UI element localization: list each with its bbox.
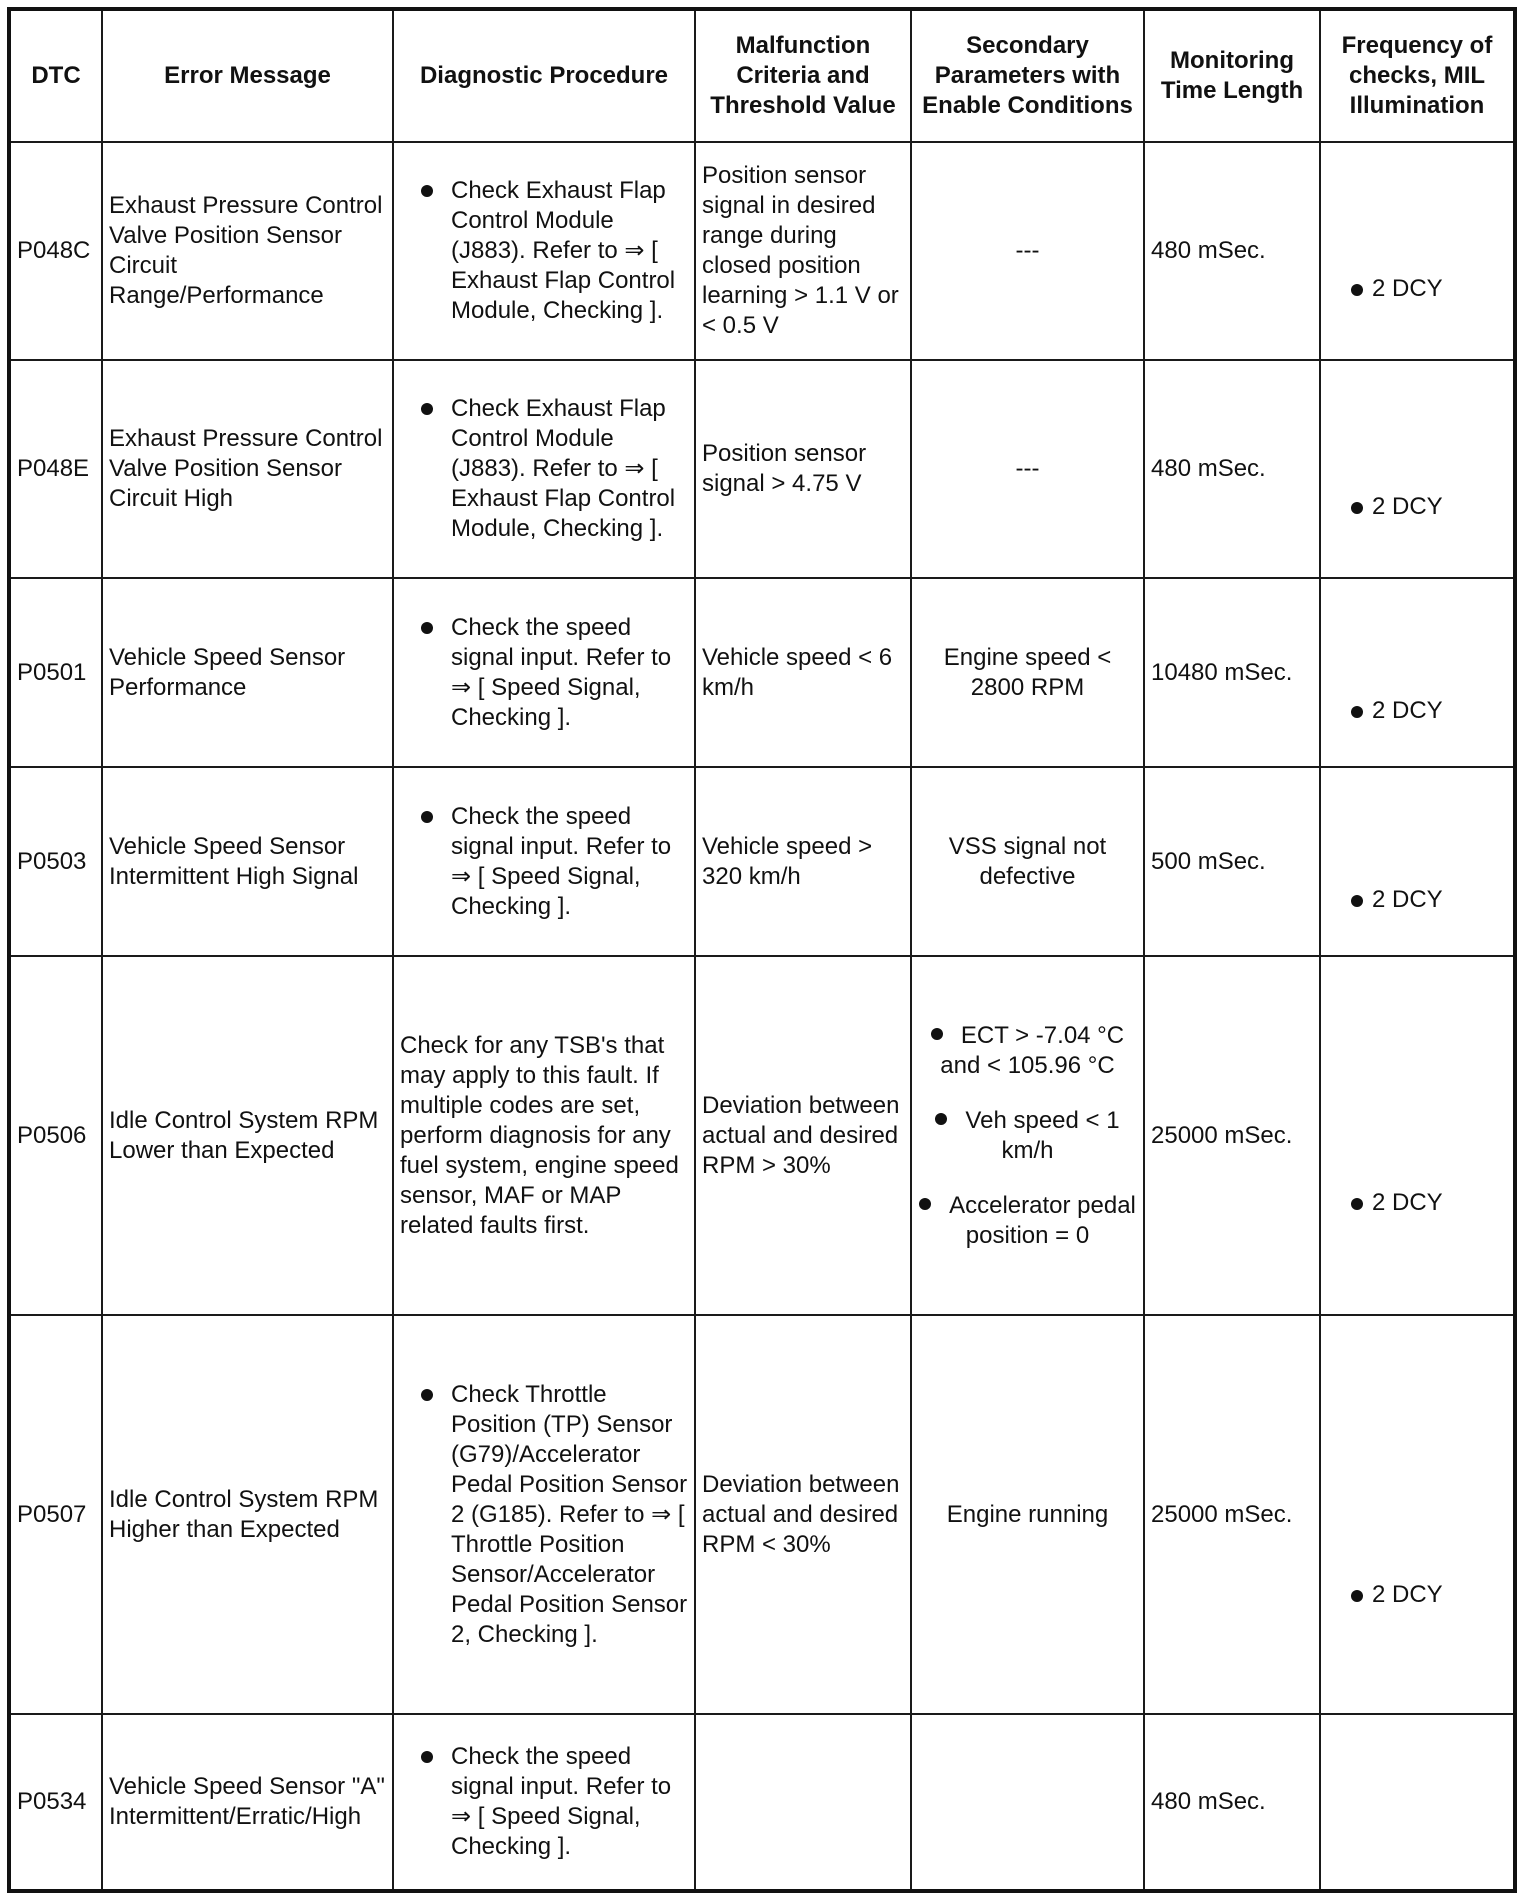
diagnostic-procedure (393, 1714, 695, 1891)
secondary-parameters (911, 956, 1144, 1315)
header-error-message: Error Message (102, 9, 393, 142)
frequency-cell (1320, 767, 1515, 956)
frequency-text: 2 DCY (1372, 275, 1443, 302)
malfunction-criteria (695, 1714, 911, 1891)
frequency-item (1327, 696, 1507, 726)
bullet-icon (1351, 1198, 1363, 1210)
header-diagnostic-procedure: Diagnostic Procedure (393, 9, 695, 142)
procedure-item (400, 802, 688, 922)
dtc-code: P048C (9, 142, 102, 360)
error-message: Idle Control System RPM Higher than Expected (102, 1315, 393, 1714)
dtc-code: P0507 (9, 1315, 102, 1714)
header-secondary-parameters: Secondary Parameters with Enable Conditions (911, 9, 1144, 142)
procedure-item (400, 613, 688, 733)
error-message: Vehicle Speed Sensor Performance (102, 578, 393, 767)
secondary-text: ECT > -7.04 °C and < 105.96 °C (940, 1021, 1125, 1079)
dtc-code: P0503 (9, 767, 102, 956)
bullet-icon (931, 1028, 943, 1040)
procedure-text: Check Throttle Position (TP) Sensor (G79)/Accelerator Pedal Position Sensor 2 (G185). Refer to ⇒ [ Throttle Position Sensor/Accelerator Pedal Position Sensor 2, Checking ]. (451, 1380, 688, 1648)
header-row (9, 9, 1515, 142)
frequency-text: 2 DCY (1372, 696, 1443, 724)
procedure-text: Check for any TSB's that may apply to this fault. If multiple codes are set, perform diagnosis for any fuel system, engine speed sensor, MAF or MAP related faults first. (400, 1031, 679, 1239)
monitoring-time: 480 mSec. (1144, 360, 1320, 578)
frequency-cell (1320, 1315, 1515, 1714)
error-message: Vehicle Speed Sensor "A" Intermittent/Erratic/High (102, 1714, 393, 1891)
bullet-icon (421, 622, 433, 634)
secondary-item (918, 1191, 1137, 1251)
frequency-text: 2 DCY (1372, 493, 1443, 520)
diagnostic-procedure (393, 142, 695, 360)
procedure-item (400, 394, 688, 544)
header-frequency: Frequency of checks, MIL Illumination (1320, 9, 1515, 142)
header-dtc: DTC (9, 9, 102, 142)
bullet-icon (421, 403, 433, 415)
bullet-icon (421, 1389, 433, 1401)
bullet-icon (1351, 284, 1363, 296)
dtc-code: P0534 (9, 1714, 102, 1891)
secondary-parameters: VSS signal not defective (911, 767, 1144, 956)
procedure-text: Check the speed signal input. Refer to ⇒ [ Speed Signal, Checking ]. (451, 1743, 672, 1860)
frequency-text: 2 DCY (1372, 1189, 1443, 1216)
header-malfunction-criteria: Malfunction Criteria and Threshold Value (695, 9, 911, 142)
frequency-item (1327, 1580, 1507, 1610)
bullet-icon (1351, 895, 1363, 907)
secondary-item (918, 1106, 1137, 1166)
monitoring-time: 500 mSec. (1144, 767, 1320, 956)
procedure-item (400, 1380, 688, 1650)
monitoring-time: 480 mSec. (1144, 1714, 1320, 1891)
secondary-text: Accelerator pedal position = 0 (949, 1191, 1136, 1249)
table-row (9, 142, 1515, 360)
table-row (9, 360, 1515, 578)
secondary-parameters (911, 1714, 1144, 1891)
frequency-cell (1320, 360, 1515, 578)
malfunction-criteria: Deviation between actual and desired RPM < 30% (695, 1315, 911, 1714)
diagnostic-procedure (393, 360, 695, 578)
table-row (9, 956, 1515, 1315)
frequency-cell (1320, 1714, 1515, 1891)
bullet-icon (1351, 706, 1363, 718)
frequency-item (1327, 885, 1507, 915)
error-message: Idle Control System RPM Lower than Expected (102, 956, 393, 1315)
error-message: Exhaust Pressure Control Valve Position Sensor Circuit Range/Performance (102, 142, 393, 360)
header-monitoring-time: Monitoring Time Length (1144, 9, 1320, 142)
table-row (9, 1315, 1515, 1714)
frequency-text: 2 DCY (1372, 885, 1443, 913)
bullet-icon (919, 1198, 931, 1210)
diagnostic-procedure (393, 956, 695, 1315)
bullet-icon (421, 811, 433, 823)
error-message: Exhaust Pressure Control Valve Position Sensor Circuit High (102, 360, 393, 578)
procedure-text: Check the speed signal input. Refer to ⇒ [ Speed Signal, Checking ]. (451, 613, 672, 731)
secondary-parameters: --- (911, 142, 1144, 360)
table-row (9, 767, 1515, 956)
monitoring-time: 25000 mSec. (1144, 956, 1320, 1315)
frequency-cell (1320, 578, 1515, 767)
frequency-text: 2 DCY (1372, 1580, 1443, 1608)
malfunction-criteria: Vehicle speed < 6 km/h (695, 578, 911, 767)
frequency-item (1327, 492, 1507, 522)
monitoring-time: 480 mSec. (1144, 142, 1320, 360)
dtc-code: P0506 (9, 956, 102, 1315)
bullet-icon (421, 1751, 433, 1763)
procedure-item (400, 1742, 688, 1862)
malfunction-criteria: Deviation between actual and desired RPM > 30% (695, 956, 911, 1315)
frequency-cell (1320, 956, 1515, 1315)
frequency-cell (1320, 142, 1515, 360)
procedure-text: Check Exhaust Flap Control Module (J883). Refer to ⇒ [ Exhaust Flap Control Module, Checking ]. (451, 395, 676, 542)
table-row (9, 578, 1515, 767)
dtc-table (7, 7, 1517, 1893)
secondary-parameters: --- (911, 360, 1144, 578)
procedure-text: Check the speed signal input. Refer to ⇒ [ Speed Signal, Checking ]. (451, 802, 672, 920)
error-message: Vehicle Speed Sensor Intermittent High Signal (102, 767, 393, 956)
frequency-item (1327, 274, 1507, 304)
secondary-parameters: Engine speed < 2800 RPM (911, 578, 1144, 767)
malfunction-criteria: Position sensor signal in desired range during closed position learning > 1.1 V or < 0.5 V (695, 142, 911, 360)
malfunction-criteria: Vehicle speed > 320 km/h (695, 767, 911, 956)
bullet-icon (1351, 502, 1363, 514)
diagnostic-procedure (393, 578, 695, 767)
dtc-code: P0501 (9, 578, 102, 767)
secondary-parameters: Engine running (911, 1315, 1144, 1714)
malfunction-criteria: Position sensor signal > 4.75 V (695, 360, 911, 578)
bullet-icon (935, 1113, 947, 1125)
diagnostic-procedure (393, 767, 695, 956)
bullet-icon (1351, 1590, 1363, 1602)
monitoring-time: 25000 mSec. (1144, 1315, 1320, 1714)
diagnostic-procedure (393, 1315, 695, 1714)
procedure-text: Check Exhaust Flap Control Module (J883). Refer to ⇒ [ Exhaust Flap Control Module, Checking ]. (451, 177, 676, 324)
secondary-text: Veh speed < 1 km/h (965, 1106, 1120, 1164)
secondary-item (918, 1021, 1137, 1081)
table-row (9, 1714, 1515, 1891)
monitoring-time: 10480 mSec. (1144, 578, 1320, 767)
procedure-item (400, 176, 688, 326)
bullet-icon (421, 185, 433, 197)
frequency-item (1327, 1188, 1507, 1218)
dtc-code: P048E (9, 360, 102, 578)
